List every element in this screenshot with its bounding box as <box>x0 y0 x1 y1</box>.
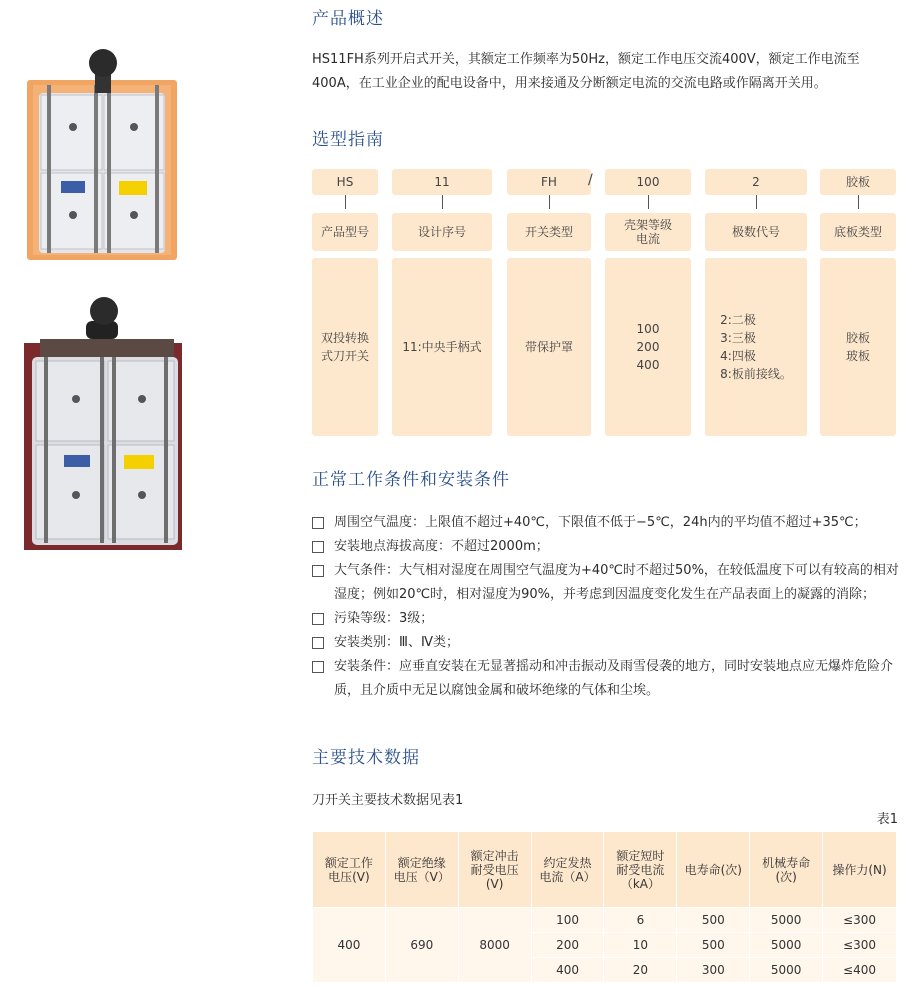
table-cell: 5000 <box>750 933 823 958</box>
connector-line <box>442 195 443 209</box>
label-box-frame-current: 壳架等级 电流 <box>605 213 691 251</box>
code-separator: / <box>588 172 593 188</box>
selection-heading: 选型指南 <box>312 130 384 150</box>
checkbox-icon <box>312 637 324 649</box>
condition-text: 周围空气温度：上限值不超过+40℃，下限值不低于−5℃，24h内的平均值不超过+35℃； <box>334 515 867 530</box>
list-item <box>312 607 904 631</box>
label-box-design: 设计序号 <box>392 213 492 251</box>
condition-text: 安装条件：应垂直安装在无显著摇动和冲击振动及雨雪侵袭的地方，同时安装地点应无爆炸危险介质，且介质中无足以腐蚀金属和破坏绝缘的气体和尘埃。 <box>334 659 894 698</box>
table-cell: 400 <box>313 908 386 983</box>
table-header-cell: 电寿命(次) <box>677 832 750 908</box>
detail-text: 双投转换 式刀开关 <box>320 331 369 363</box>
code-box-base: 胶板 <box>820 169 896 195</box>
table-cell: 690 <box>385 908 458 983</box>
detail-text: 2:二极 3:三极 4:四极 8:板前接线。 <box>720 313 792 381</box>
detail-box-type <box>507 258 591 436</box>
detail-box-frame-current <box>605 258 691 436</box>
detail-text: 100 200 400 <box>636 322 660 372</box>
table-cell: 5000 <box>750 958 823 983</box>
checkbox-icon <box>312 541 324 553</box>
detail-text: 胶板 玻板 <box>845 331 870 363</box>
table-header-cell: 机械寿命 (次) <box>750 832 823 908</box>
table-cell: 6 <box>604 908 677 933</box>
table-cell: 400 <box>531 958 604 983</box>
code-box-poles: 2 <box>705 169 807 195</box>
detail-text: 带保护罩 <box>524 340 573 354</box>
switch-photo-brown-base <box>24 295 182 550</box>
table-cell: 20 <box>604 958 677 983</box>
table-header-cell: 额定冲击 耐受电压 (V) <box>458 832 531 908</box>
detail-text: 11:中央手柄式 <box>402 340 482 354</box>
connector-line <box>549 195 550 209</box>
label-box-model: 产品型号 <box>312 213 378 251</box>
condition-text: 大气条件：大气相对湿度在周围空气温度为+40℃时不超过50%，在较低温度下可以有较高的相对湿度；例如20℃时，相对湿度为90%，并考虑到因温度变化发生在产品表面上的凝露的消除； <box>334 563 899 602</box>
checkbox-icon <box>312 661 324 673</box>
table-cell: 500 <box>677 908 750 933</box>
table-header-cell: 操作力(N) <box>823 832 897 908</box>
overview-text: HS11FH系列开启式开关，其额定工作频率为50Hz，额定工作电压交流400V，额定工作电流至400A，在工业企业的配电设备中，用来接通及分断额定电流的交流电路或作隔离开关用。 <box>312 52 860 91</box>
connector-line <box>648 195 649 209</box>
table-cell: 10 <box>604 933 677 958</box>
checkbox-icon <box>312 613 324 625</box>
condition-text: 安装地点海拔高度：不超过2000m； <box>334 539 549 554</box>
table-cell: ≤300 <box>823 908 897 933</box>
conditions-list <box>312 511 904 703</box>
code-box-model: HS <box>312 169 378 195</box>
code-box-type: FH <box>507 169 591 195</box>
tech-intro: 刀开关主要技术数据见表1 <box>312 793 464 808</box>
table-cell: ≤400 <box>823 958 897 983</box>
table-header-cell: 额定绝缘 电压（V） <box>385 832 458 908</box>
overview-heading: 产品概述 <box>312 9 384 29</box>
conditions-heading: 正常工作条件和安装条件 <box>312 470 510 490</box>
table-cell: 200 <box>531 933 604 958</box>
table-cell: 100 <box>531 908 604 933</box>
list-item <box>312 511 904 535</box>
checkbox-icon <box>312 517 324 529</box>
table-header-cell: 约定发热 电流（A） <box>531 832 604 908</box>
table-row <box>313 908 897 933</box>
label-box-base: 底板类型 <box>820 213 896 251</box>
label-box-type: 开关类型 <box>507 213 591 251</box>
list-item <box>312 655 904 703</box>
list-item <box>312 535 904 559</box>
code-box-design: 11 <box>392 169 492 195</box>
condition-text: 污染等级：3级； <box>334 611 434 626</box>
tech-heading: 主要技术数据 <box>312 748 420 768</box>
table-header-cell: 额定工作 电压(V) <box>313 832 386 908</box>
table-cell: 500 <box>677 933 750 958</box>
detail-box-design <box>392 258 492 436</box>
label-box-poles: 极数代号 <box>705 213 807 251</box>
detail-box-base <box>820 258 896 436</box>
table-header-cell: 额定短时 耐受电流 （kA） <box>604 832 677 908</box>
table-cell: 300 <box>677 958 750 983</box>
table-cell: 8000 <box>458 908 531 983</box>
switch-photo-orange-base <box>27 45 177 260</box>
table-cell: 5000 <box>750 908 823 933</box>
list-item <box>312 559 904 607</box>
checkbox-icon <box>312 565 324 577</box>
connector-line <box>345 195 346 209</box>
tech-data-table <box>312 831 897 983</box>
connector-line <box>858 195 859 209</box>
table-caption: 表1 <box>876 812 898 827</box>
table-cell: ≤300 <box>823 933 897 958</box>
condition-text: 安装类别：Ⅲ、Ⅳ类； <box>334 635 459 650</box>
connector-line <box>756 195 757 209</box>
detail-box-poles <box>705 258 807 436</box>
table-header-row <box>313 832 897 908</box>
list-item <box>312 631 904 655</box>
code-box-frame-current: 100 <box>605 169 691 195</box>
detail-box-model <box>312 258 378 436</box>
